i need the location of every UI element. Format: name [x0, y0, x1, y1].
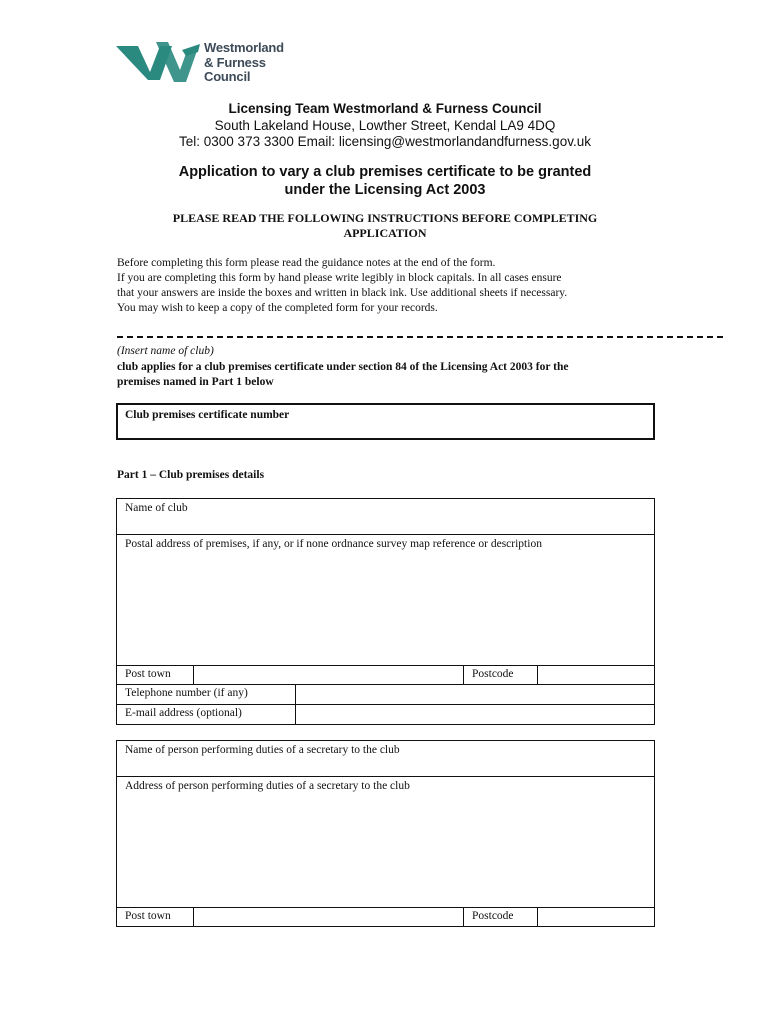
telephone-label: Telephone number (if any)	[125, 687, 248, 699]
secretary-postcode-input[interactable]	[537, 907, 655, 927]
club-name-label: Name of club	[125, 502, 188, 514]
email-label: E-mail address (optional)	[125, 707, 242, 719]
form-title-line-2: under the Licensing Act 2003	[284, 182, 486, 198]
instructions-line-3: that your answers are inside the boxes and written in black ink. Use additional sheets if necessary.	[117, 287, 568, 299]
licensing-team-heading: Licensing Team Westmorland & Furness Council	[228, 101, 542, 116]
secretary-address-label: Address of person performing duties of a secretary to the club	[125, 780, 410, 792]
club-name-field[interactable]	[116, 498, 655, 535]
secretary-name-label: Name of person performing duties of a secretary to the club	[125, 744, 400, 756]
instructions-text	[117, 256, 662, 316]
insert-club-name-hint: (Insert name of club)	[117, 345, 214, 357]
instructions-heading	[140, 211, 630, 241]
instructions-heading-line-1: PLEASE READ THE FOLLOWING INSTRUCTIONS BEFORE COMPLETING	[172, 211, 598, 225]
email-input[interactable]	[295, 704, 655, 725]
post-town-input[interactable]	[193, 665, 464, 685]
certificate-number-field[interactable]	[116, 403, 655, 440]
instructions-line-1: Before completing this form please read the guidance notes at the end of the form.	[117, 257, 496, 269]
secretary-table	[116, 740, 655, 927]
application-statement-line-2: premises named in Part 1 below	[117, 376, 274, 388]
secretary-postcode-label-cell	[463, 907, 538, 927]
application-statement	[117, 360, 662, 390]
postcode-input[interactable]	[537, 665, 655, 685]
logo-wordmark	[204, 41, 284, 85]
instructions-line-4: You may wish to keep a copy of the completed form for your records.	[117, 302, 438, 314]
form-title-line-1: Application to vary a club premises certificate to be granted	[178, 164, 592, 180]
council-address: South Lakeland House, Lowther Street, Kendal LA9 4DQ	[214, 118, 556, 133]
council-contact: Tel: 0300 373 3300 Email: licensing@westmorlandandfurness.gov.uk	[179, 134, 591, 149]
club-name-entry-line[interactable]	[117, 336, 723, 338]
post-town-label-cell	[116, 665, 194, 685]
logo-line-1: Westmorland	[204, 40, 284, 55]
application-statement-line-1: club applies for a club premises certificate under section 84 of the Licensing Act 2003 for the	[117, 361, 569, 373]
instructions-line-2: If you are completing this form by hand please write legibly in block capitals. In all cases ensure	[117, 272, 562, 284]
secretary-post-town-input[interactable]	[193, 907, 464, 927]
secretary-postcode-label: Postcode	[472, 910, 514, 922]
part1-table	[116, 498, 655, 725]
secretary-name-field[interactable]	[116, 740, 655, 777]
part1-heading: Part 1 – Club premises details	[117, 469, 265, 481]
telephone-input[interactable]	[295, 684, 655, 705]
postal-address-label: Postal address of premises, if any, or if none ordnance survey map reference or description	[125, 538, 542, 550]
post-town-label: Post town	[125, 668, 171, 680]
logo-line-3: Council	[204, 69, 251, 84]
email-label-cell	[116, 704, 296, 725]
secretary-post-town-label: Post town	[125, 910, 171, 922]
telephone-label-cell	[116, 684, 296, 705]
form-title	[0, 163, 770, 199]
postcode-label: Postcode	[472, 668, 514, 680]
instructions-heading-line-2: APPLICATION	[343, 226, 427, 240]
postal-address-field[interactable]	[116, 534, 655, 666]
postcode-label-cell	[463, 665, 538, 685]
secretary-address-field[interactable]	[116, 776, 655, 908]
certificate-number-label: Club premises certificate number	[125, 409, 290, 421]
logo-line-2: & Furness	[204, 54, 266, 70]
secretary-post-town-label-cell	[116, 907, 194, 927]
